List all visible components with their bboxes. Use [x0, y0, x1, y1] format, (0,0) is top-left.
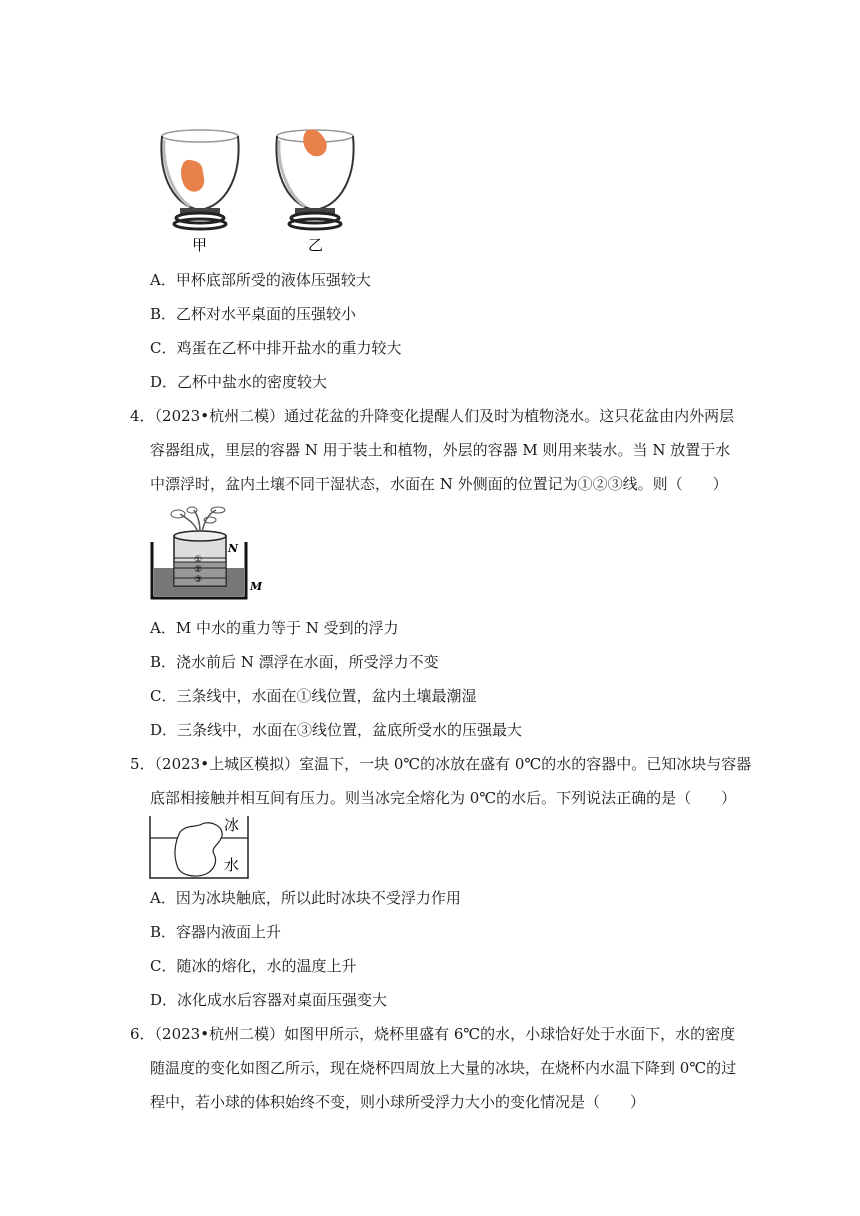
line-3-label: ③ [194, 575, 203, 585]
label-n: N [228, 542, 239, 555]
q5-option-b: B．容器内液面上升 [150, 923, 282, 941]
label-jia: 甲 [192, 236, 208, 254]
q4-stem-line-1: 4．（2023•杭州二模）通过花盆的升降变化提醒人们及时为植物浇水。这只花盆由内外两层 [130, 407, 735, 425]
line-1-label: ① [194, 555, 203, 565]
label-water: 水 [224, 856, 240, 874]
line-2-label: ② [194, 565, 203, 575]
glass-jia [161, 130, 238, 229]
q3-option-b: B．乙杯对水平桌面的压强较小 [150, 305, 357, 323]
q4-option-b: B．浇水前后 N 漂浮在水面，所受浮力不变 [150, 653, 439, 671]
q6-stem-line-1: 6．（2023•杭州二模）如图甲所示，烧杯里盛有 6℃的水，小球恰好处于水面下，水的密度 [130, 1025, 736, 1043]
q5-option-c: C．随冰的熔化，水的温度上升 [150, 957, 357, 975]
q4-figure [150, 506, 266, 600]
q4-stem-line-2: 容器组成，里层的容器 N 用于装土和植物，外层的容器 M 则用来装水。当 N 放置于水 [150, 441, 731, 459]
q4-stem-line-3: 中漂浮时，盆内土壤不同干湿状态，水面在 N 外侧面的位置记为①②③线。则（ ） [150, 475, 728, 493]
q5-option-a: A．因为冰块触底，所以此时冰块不受浮力作用 [150, 889, 461, 907]
q6-stem-line-3: 程中，若小球的体积始终不变，则小球所受浮力大小的变化情况是（ ） [150, 1093, 646, 1111]
q5-stem-line-1: 5．（2023•上城区模拟）室温下，一块 0℃的冰放在盛有 0℃的水的容器中。已知冰块与容器 [130, 755, 752, 773]
label-yi: 乙 [308, 236, 324, 254]
q3-option-d: D．乙杯中盐水的密度较大 [150, 373, 328, 391]
q3-option-c: C．鸡蛋在乙杯中排开盐水的重力较大 [150, 339, 402, 357]
q4-option-d: D．三条线中，水面在③线位置，盆底所受水的压强最大 [150, 721, 523, 739]
q3-option-a: A．甲杯底部所受的液体压强较大 [150, 271, 371, 289]
q5-figure [148, 814, 252, 880]
q4-option-a: A．M 中水的重力等于 N 受到的浮力 [150, 619, 399, 637]
q6-stem-line-2: 随温度的变化如图乙所示，现在烧杯四周放上大量的冰块，在烧杯内水温下降到 0℃的过 [150, 1059, 737, 1077]
label-m: M [250, 580, 263, 593]
q4-option-c: C．三条线中，水面在①线位置，盆内土壤最潮湿 [150, 687, 477, 705]
q5-stem-line-2: 底部相接触并相互间有压力。则当冰完全熔化为 0℃的水后。下列说法正确的是（ ） [150, 789, 737, 807]
glass-yi [276, 129, 353, 229]
q5-option-d: D．冰化成水后容器对桌面压强变大 [150, 991, 388, 1009]
q3-figure [150, 118, 370, 258]
label-ice: 冰 [224, 816, 240, 834]
